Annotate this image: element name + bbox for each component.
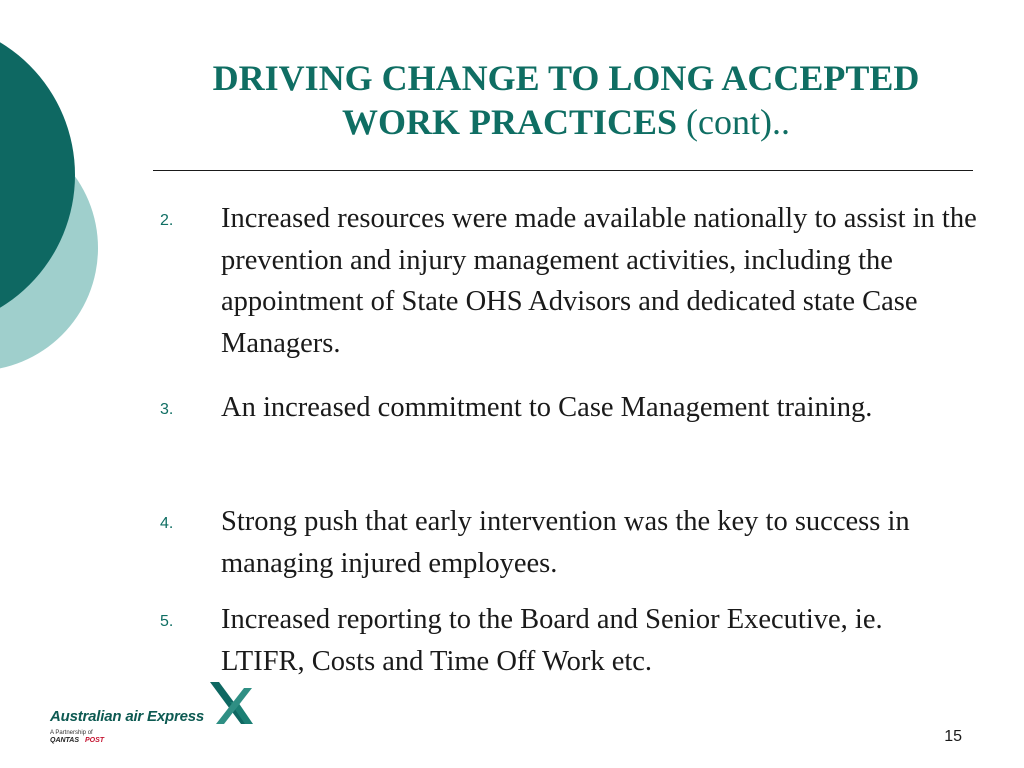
slide-title-suffix: (cont)..	[686, 102, 790, 142]
page-number: 15	[944, 728, 962, 745]
partner-post: POST	[85, 737, 105, 744]
logo-subtitle: A Partnership of	[50, 730, 93, 736]
title-divider	[153, 170, 973, 171]
list-item-text: Increased reporting to the Board and Senior Executive, ie. LTIFR, Costs and Time Off Work etc.	[221, 604, 883, 677]
company-logo	[50, 682, 260, 750]
list-item-number: 2.	[160, 212, 174, 229]
list-item-text: Strong push that early intervention was the key to success in managing injured employees.	[221, 506, 910, 579]
decorative-circles	[0, 0, 120, 420]
list-item-text: Increased resources were made available nationally to assist in the prevention and injury management activities, including the appointment of State OHS Advisors and dedicated state Case Managers.	[221, 203, 977, 359]
logo-name: Australian air Express	[50, 708, 205, 725]
partner-qantas: QANTAS	[50, 737, 80, 744]
logo-partners	[50, 737, 104, 744]
list-item-number: 3.	[160, 401, 174, 418]
logo-x-mark-icon	[206, 682, 254, 726]
list-item-number: 4.	[160, 515, 174, 532]
list-item-text: An increased commitment to Case Management training.	[221, 392, 873, 423]
slide-title-main: DRIVING CHANGE TO LONG ACCEPTED WORK PRACTICES	[212, 58, 920, 142]
slide-title	[150, 56, 982, 144]
list-item-number: 5.	[160, 613, 174, 630]
